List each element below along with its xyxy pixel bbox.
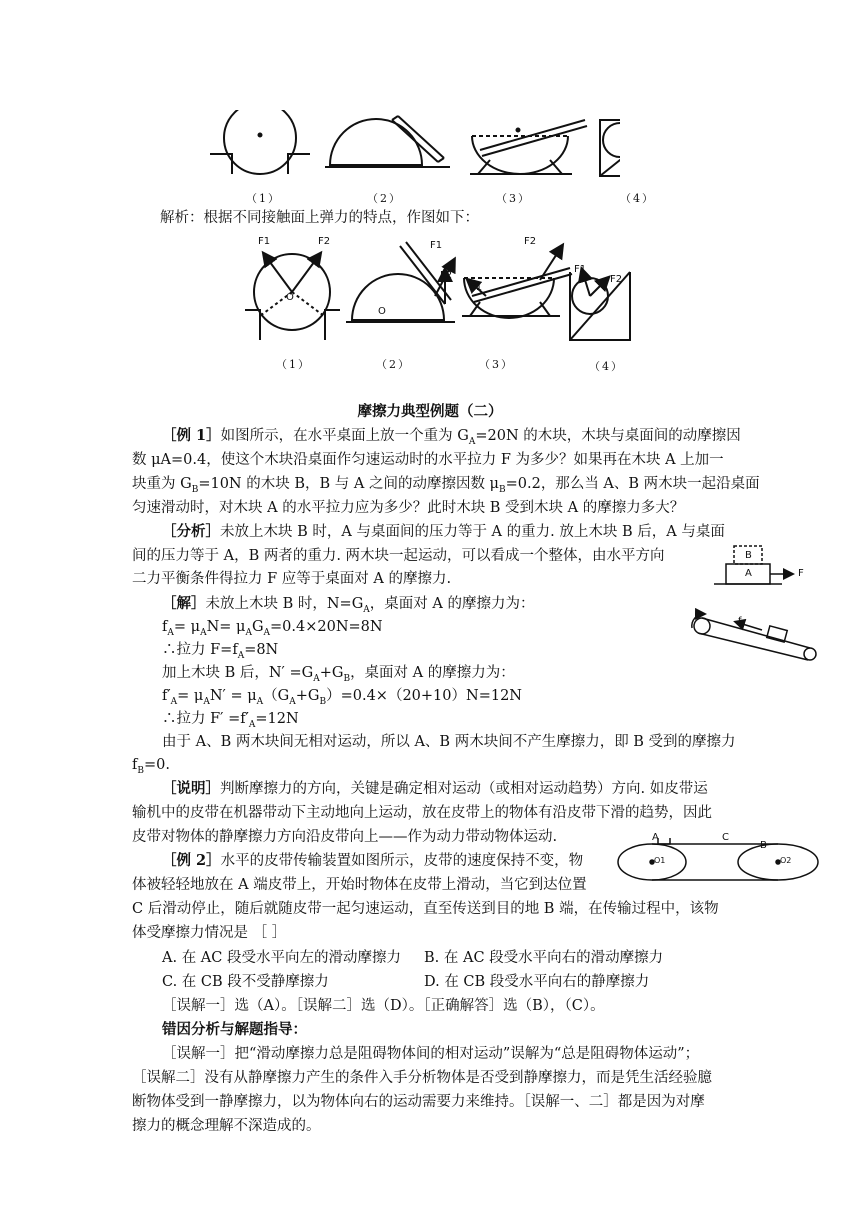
error-analysis-line3: 断物体受到一静摩擦力，以为物体向右的运动需要力来维持。［误解一、二］都是因为对摩 <box>132 1094 705 1110</box>
solution1-line7: 由于 A、B 两木块间无相对运动，所以 A、B 两木块间不产生摩擦力，即 B 受到的摩擦力 <box>162 734 736 750</box>
analysis1-line1: ［分析］未放上木块 B 时，A 与桌面间的压力等于 A 的重力. 放上木块 B 后，A 与桌面 <box>162 523 725 540</box>
label-f2-fig1: F2 <box>318 236 331 247</box>
solution1-line1: ［解］未放上木块 B 时，$N=G_A$，桌面对 A 的摩擦力为： <box>162 595 535 615</box>
label-f1-fig2: F1 <box>430 240 443 251</box>
solution-figures <box>240 232 650 347</box>
example2-line2: 体被轻轻地放在 A 端皮带上，开始时物体在皮带上滑动，当它到达位置 <box>132 877 587 893</box>
error-analysis-line4: 擦力的概念理解不深造成的。 <box>132 1118 321 1134</box>
option-d: D. 在 CB 段受水平向右的静摩擦力 <box>424 974 650 990</box>
label-o-fig2: O <box>378 306 386 317</box>
analysis1-line2: 间的压力等于 A，B 两者的重力. 两木块一起运动，可以看成一个整体，由水平方向 <box>132 548 665 564</box>
example1-line4: 匀速滑动时，对木块 A 的水平拉力应为多少？此时木块 B 受到木块 A 的摩擦力多大？ <box>132 500 685 516</box>
section-title: 摩擦力典型例题（二） <box>357 404 503 420</box>
box-label-f: F <box>798 568 804 579</box>
solution1-line5: $f'_A= \mu_AN' = \mu_A(G_A+G_B)=0.4\times(20+10)N=12N$ <box>162 688 522 707</box>
option-a: A. 在 AC 段受水平向左的滑动摩擦力 <box>162 950 401 966</box>
analysis-intro: 解析：根据不同接触面上弹力的特点，作图如下： <box>160 210 479 226</box>
solution-caption-3: （3） <box>479 358 514 371</box>
top-caption-3: （3） <box>496 192 531 205</box>
label-o-fig1: O <box>286 292 294 303</box>
solution1-line6: ∴拉力 $F' =f'_A=12N$ <box>162 711 299 730</box>
top-caption-4: （4） <box>620 192 655 205</box>
label-f1-fig4: F1 <box>574 264 587 275</box>
incline-belt-figure <box>684 606 824 666</box>
example2-line3: C 后滑动停止，随后就随皮带一起匀速运动，直至传送到目的地 B 端，在传输过程中，该物 <box>132 901 719 917</box>
option-b: B. 在 AC 段受水平向右的滑动摩擦力 <box>424 950 664 966</box>
solution1-line8: $f_B=0$. <box>132 757 170 776</box>
note1-line1: ［说明］判断摩擦力的方向，关键是确定相对运动（或相对运动趋势）方向. 如皮带运 <box>162 780 708 797</box>
error-analysis-line2: ［误解二］没有从静摩擦力产生的条件入手分析物体是否受到静摩擦力，而是凭生活经验臆 <box>132 1070 712 1086</box>
conveyor-label-o2: O2 <box>780 856 792 865</box>
example2-line1: ［例 2］水平的皮带传输装置如图所示，皮带的速度保持不变，物 <box>162 852 584 869</box>
solution1-line3: ∴拉力 $F=f_A=8N$ <box>162 642 279 661</box>
example1-line3: 块重为 $G_B=10N$ 的木块 B，B 与 A 之间的动摩擦因数 $\mu_B=0.2$，那么当 A、B 两木块一起沿桌面 <box>132 476 760 495</box>
top-figures <box>200 110 620 190</box>
solution1-line4: 加上木块 B 后，$N' =G_A+G_B$，桌面对 A 的摩擦力为： <box>162 665 515 684</box>
label-f1-fig3: F1 <box>470 282 483 293</box>
conveyor-label-a: A <box>652 832 659 843</box>
incline-label-f: f <box>738 616 742 627</box>
conveyor-label-b: B <box>760 840 767 851</box>
conveyor-label-c: C <box>722 832 729 843</box>
top-caption-2: （2） <box>367 192 402 205</box>
box-label-a: A <box>745 568 752 579</box>
box-figure <box>712 540 812 590</box>
example2-line4: 体受摩擦力情况是 ［ ］ <box>132 925 287 941</box>
top-caption-1: （1） <box>246 192 281 205</box>
example2-answers: ［误解一］选（A）。［误解二］选（D）。［正确解答］选（B），（C）。 <box>162 998 605 1014</box>
solution1-line2: $f_A= \mu_AN= \mu_AG_A=0.4\times 20N=8N$ <box>162 619 383 638</box>
error-analysis-line1: ［误解一］把“滑动摩擦力总是阻碍物体间的相对运动”误解为“总是阻碍物体运动”； <box>162 1046 700 1062</box>
example1-line1: ［例 1］如图所示，在水平桌面上放一个重为 $G_A=20N$ 的木块，木块与桌面间的动摩擦因 <box>162 427 741 447</box>
conveyor-label-o1: O1 <box>654 856 666 865</box>
label-f2-fig3: F2 <box>524 236 537 247</box>
conveyor-figure <box>610 838 835 888</box>
example1-line2: 数 μA=0.4，使这个木块沿桌面作匀速运动时的水平拉力 F 为多少？如果再在木块 A 上加一 <box>132 452 724 468</box>
label-f2-fig2: F2 <box>440 270 453 281</box>
error-analysis-head: 错因分析与解题指导： <box>162 1022 307 1038</box>
label-f2-fig4: F2 <box>610 274 623 285</box>
option-c: C. 在 CB 段不受静摩擦力 <box>162 974 329 990</box>
label-f1-fig1: F1 <box>258 236 271 247</box>
box-label-b: B <box>745 550 752 561</box>
note1-line3: 皮带对物体的静摩擦力方向沿皮带向上——作为动力带动物体运动. <box>132 829 558 845</box>
note1-line2: 输机中的皮带在机器带动下主动地向上运动，放在皮带上的物体有沿皮带下滑的趋势，因此 <box>132 805 712 821</box>
analysis1-line3: 二力平衡条件得拉力 F 应等于桌面对 A 的摩擦力. <box>132 571 452 587</box>
solution-caption-2: （2） <box>376 358 411 371</box>
solution-caption-1: （1） <box>276 358 311 371</box>
solution-caption-4: （4） <box>589 360 624 373</box>
